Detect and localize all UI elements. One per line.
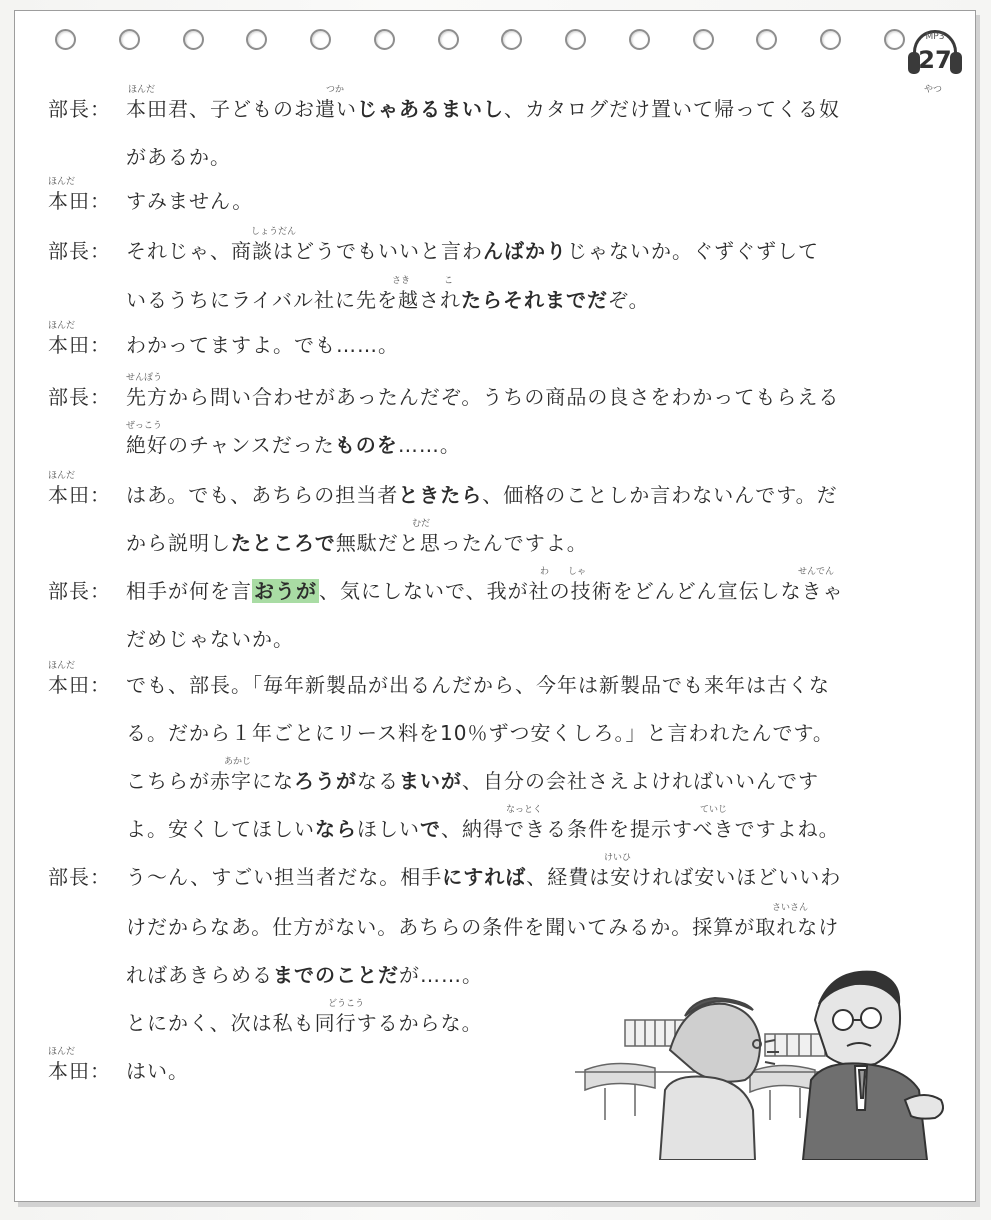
ruby-reading: さいさん xyxy=(772,903,809,913)
grammar-point: までのことだ xyxy=(273,963,399,987)
speaker-honda: 本田： xyxy=(48,483,111,507)
ruby-reading: やつ xyxy=(924,85,943,95)
grammar-point: で xyxy=(420,817,441,841)
highlighted-grammar-point: おうが xyxy=(254,579,317,603)
ring-icon xyxy=(119,29,140,50)
ruby-reading: ほんだ xyxy=(128,85,156,95)
ring-icon xyxy=(693,29,714,50)
ring-icon xyxy=(565,29,586,50)
line-text: 先方から問い合わせがあったんだぞ。うちの商品の良さをわかってもらえる xyxy=(126,385,840,409)
speaker-honda: 本田： xyxy=(48,189,111,213)
ruby-reading: どうこう xyxy=(328,999,365,1009)
line-text: から説明したところで無駄だと思ったんですよ。 xyxy=(126,531,588,555)
mp3-label: MP3 xyxy=(925,32,945,42)
line-text: 絶好のチャンスだったものを……。 xyxy=(126,433,461,457)
ruby-reading: さき xyxy=(392,276,411,286)
line-text: 相手が何を言 おうが 、気にしないで、我が社の技術をどんどん宣伝しなきゃ xyxy=(126,579,844,603)
ruby-reading: ほんだ xyxy=(48,177,76,187)
ruby-reading: ほんだ xyxy=(48,1047,76,1057)
line-text: よ。安くしてほしいならほしいで、納得できる条件を提示すべきですよね。 xyxy=(126,817,840,841)
line-text: があるか。 xyxy=(126,145,231,169)
speaker-honda: 本田： xyxy=(48,1059,111,1083)
line-text: それじゃ、商談はどうでもいいと言わんばかりじゃないか。ぐずぐずして xyxy=(126,239,819,263)
mp3-track-badge[interactable] xyxy=(905,26,965,78)
grammar-point: ときたら xyxy=(398,483,483,507)
ring-icon xyxy=(629,29,650,50)
ruby-reading: しょうだん xyxy=(251,227,297,237)
ruby-reading: ていじ xyxy=(700,805,728,815)
line-text: でも、部長。「毎年新製品が出るんだから、今年は新製品でも来年は古くな xyxy=(126,673,830,697)
line-text: う～ん、すごい担当者だな。相手にすれば、経費は安ければ安いほどいいわ xyxy=(126,865,842,889)
ruby-reading: ぜっこう xyxy=(126,421,162,431)
ruby-reading: ほんだ xyxy=(48,321,76,331)
grammar-point: にすれば xyxy=(442,865,527,889)
line-text: だめじゃないか。 xyxy=(126,627,294,651)
ruby-reading: ほんだ xyxy=(48,661,76,671)
line-text: こちらが赤字になろうがなるまいが、自分の会社さえよければいいんです xyxy=(126,769,819,793)
grammar-point: たらそれまでだ xyxy=(461,288,608,312)
speaker-bucho: 部長： xyxy=(48,239,111,263)
line-text: はあ。でも、あちらの担当者ときたら、価格のことしか言わないんです。だ xyxy=(126,483,838,507)
ruby-reading: わ xyxy=(540,567,550,577)
grammar-point: じゃあるまいし xyxy=(357,97,504,121)
grammar-point: ろうが xyxy=(294,769,357,793)
ring-icon xyxy=(820,29,841,50)
ring-icon xyxy=(501,29,522,50)
ring-icon xyxy=(183,29,204,50)
grammar-point: たところで xyxy=(231,531,336,555)
ruby-reading: むだ xyxy=(412,519,431,529)
track-number: 27 xyxy=(918,46,952,74)
speaker-bucho: 部長： xyxy=(48,579,111,603)
ring-icon xyxy=(246,29,267,50)
ruby-reading: せんぽう xyxy=(126,373,163,383)
grammar-point: んばかり xyxy=(483,239,567,263)
ruby-reading: こ xyxy=(444,276,454,286)
grammar-point: ものを xyxy=(334,433,398,457)
ring-icon xyxy=(884,29,905,50)
line-text: わかってますよ。でも……。 xyxy=(126,333,399,357)
ruby-reading: しゃ xyxy=(568,567,587,577)
ruby-reading: なっとく xyxy=(506,805,543,815)
line-text: る。だから１年ごとにリース料を10％ずつ安くしろ。」と言われたんです。 xyxy=(126,721,834,745)
line-text: すみません。 xyxy=(126,189,254,213)
ruby-reading: つか xyxy=(326,85,345,95)
speaker-honda: 本田： xyxy=(48,673,111,697)
line-text: いるうちにライバル社に先を越されたらそれまでだぞ。 xyxy=(126,288,650,312)
ring-icon xyxy=(438,29,459,50)
ring-icon xyxy=(55,29,76,50)
line-text: とにかく、次は私も同行するからな。 xyxy=(126,1011,483,1035)
office-illustration xyxy=(575,960,955,1160)
ring-icon xyxy=(374,29,395,50)
line-text: けだからなあ。仕方がない。あちらの条件を聞いてみるか。採算が取れなけ xyxy=(126,915,840,939)
speaker-bucho: 部長： xyxy=(48,97,111,121)
line-text: ればあきらめるまでのことだが……。 xyxy=(126,963,483,987)
line-text: 本田君、子どものお遣いじゃあるまいし、カタログだけ置いて帰ってくる奴 xyxy=(126,97,840,121)
ruby-reading: あかじ xyxy=(224,757,252,767)
spiral-rings xyxy=(55,29,905,59)
grammar-point: まいが xyxy=(399,769,462,793)
ring-icon xyxy=(756,29,777,50)
ruby-reading: ほんだ xyxy=(48,471,76,481)
line-text: はい。 xyxy=(126,1059,189,1083)
speaker-bucho: 部長： xyxy=(48,385,111,409)
speaker-bucho: 部長： xyxy=(48,865,111,889)
grammar-point: なら xyxy=(315,817,357,841)
ring-icon xyxy=(310,29,331,50)
speaker-honda: 本田： xyxy=(48,333,111,357)
ruby-reading: けいひ xyxy=(604,853,632,863)
ruby-reading: せんでん xyxy=(798,567,835,577)
